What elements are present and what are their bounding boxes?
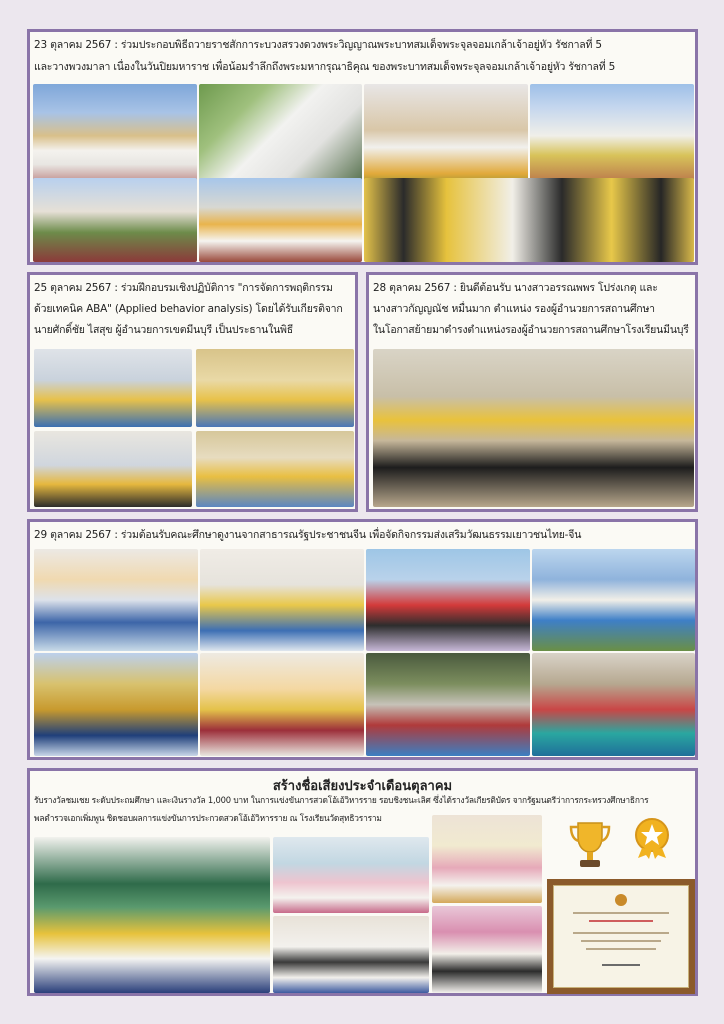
photo-china-visit-7	[366, 653, 530, 756]
photo-training-1	[34, 349, 192, 427]
section-panel-oct29	[27, 519, 698, 760]
photo-award-ceremony-2	[432, 815, 542, 903]
photo-award-group	[34, 837, 270, 993]
certificate-text-line	[589, 920, 653, 922]
photo-award-students	[273, 916, 429, 993]
photo-award-ceremony-1	[273, 837, 429, 913]
section-text-line: ในโอกาสย้ายมาดำรงตำแหน่งรองผู้อำนวยการสถานศึกษาโรงเรียนมีนบุรี	[373, 324, 689, 336]
certificate-frame	[547, 879, 695, 994]
photo-china-visit-2	[200, 549, 364, 651]
section-text-line: 28 ตุลาคม 2567 : ยินดีต้อนรับ นางสาวอรรณพพร โปร่งเกตุ และ	[373, 282, 658, 294]
photo-china-visit-3	[366, 549, 530, 651]
certificate-text-line	[586, 948, 656, 950]
photo-china-visit-5	[34, 653, 198, 756]
section-text-line: พลตำรวจเอกเพิ่มพูน ชิดชอบผลการแข่งขันการประกวดสวดโอ้เอ้วิหารราย ณ โรงเรียนวัดสุทธิวราราม	[34, 813, 382, 823]
section-text-line: นางสาวกัญญณัช หมื่นมาก ตำแหน่ง รองผู้อำนวยการสถานศึกษา	[373, 303, 655, 315]
honors-title: สร้างชื่อเสียงประจำเดือนตุลาคม	[272, 779, 453, 794]
certificate-text-line	[581, 940, 661, 942]
section-panel-oct28	[366, 272, 698, 512]
photo-training-2	[196, 349, 354, 427]
photo-ceremony-6	[199, 178, 362, 262]
photo-award-ceremony-3	[432, 906, 542, 993]
photo-ceremony-5	[33, 178, 197, 262]
section-text-line: นายศักดิ์ชัย ไสสุข ผู้อำนวยการเขตมีนบุรี เป็นประธานในพิธี	[34, 324, 293, 336]
section-panel-oct25	[27, 272, 358, 512]
section-text-line: รับรางวัลชมเชย ระดับประถมศึกษา และเงินรางวัล 1,000 บาท ในการแข่งขันการสวดโอ้เอ้วิหารราย รอบชิงชนะเลิศ ซึ่งได้รางวัลเกียรติบัตร จากรัฐมนตรีว่าการกระทรวงศึกษาธิการ	[34, 795, 649, 805]
photo-training-4	[196, 431, 354, 507]
certificate-text-line	[573, 912, 670, 914]
certificate-signature	[602, 964, 640, 966]
photo-ceremony-7	[364, 178, 694, 262]
trophy-icon	[568, 819, 612, 871]
certificate-emblem-icon	[615, 894, 627, 906]
certificate	[553, 885, 689, 988]
photo-china-visit-4	[532, 549, 695, 651]
section-panel-oct23	[27, 29, 698, 265]
section-text-line: 29 ตุลาคม 2567 : ร่วมต้อนรับคณะศึกษาดูงานจากสาธารณรัฐประชาชนจีน เพื่อจัดกิจกรรมส่งเสริมวัฒนธรรมเยาวชนไทย-จีน	[34, 529, 582, 541]
section-text-line: ด้วยเทคนิค ABA" (Applied behavior analysis) โดยได้รับเกียรติจาก	[34, 303, 343, 315]
section-text-line: 23 ตุลาคม 2567 : ร่วมประกอบพิธีถวายราชสักการะบวงสรวงดวงพระวิญญาณพระบาทสมเด็จพระจุลจอมเกล้าเจ้าอยู่หัว รัชกาลที่ 5	[34, 39, 602, 51]
section-text-line: 25 ตุลาคม 2567 : ร่วมฝึกอบรมเชิงปฏิบัติการ "การจัดการพฤติกรรม	[34, 282, 333, 294]
photo-china-visit-1	[34, 549, 198, 651]
certificate-text-line	[573, 932, 670, 934]
photo-welcome-group	[373, 349, 694, 507]
section-text-line: และวางพวงมาลา เนื่องในวันปิยมหาราช เพื่อน้อมรำลึกถึงพระมหากรุณาธิคุณ ของพระบาทสมเด็จพระจุลจอมเกล้าเจ้าอยู่หัว รัชกาลที่ 5	[34, 61, 616, 73]
photo-china-visit-8	[532, 653, 695, 756]
photo-china-visit-6	[200, 653, 364, 756]
photo-training-3	[34, 431, 192, 507]
medal-icon	[630, 815, 674, 859]
section-panel-honors	[27, 768, 698, 996]
